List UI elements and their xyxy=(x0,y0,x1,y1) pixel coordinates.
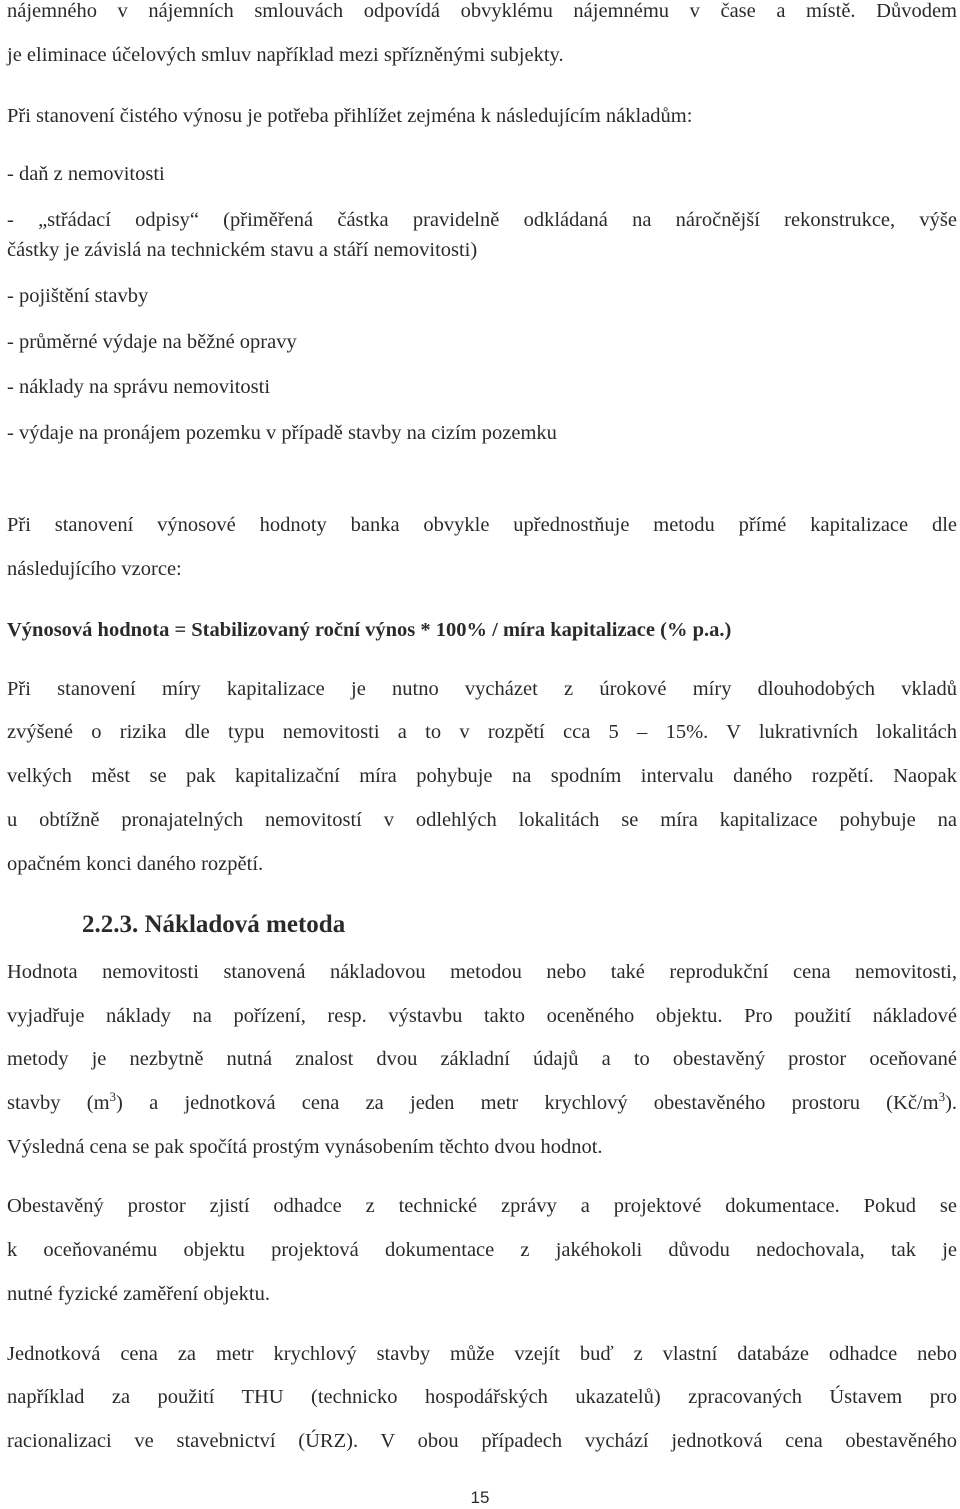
paragraph-line: vyjadřuje náklady na pořízení, resp. výstavbu takto oceněného objektu. Pro použití nákladové xyxy=(7,1005,957,1027)
superscript: 3 xyxy=(938,1089,946,1105)
superscript: 3 xyxy=(109,1089,117,1105)
paragraph-line: nájemného v nájemních smlouvách odpovídá obvyklému nájemnému v čase a místě. Důvodem xyxy=(7,0,957,22)
costs-intro: Při stanovení čistého výnosu je potřeba přihlížet zejména k následujícím nákladům: xyxy=(7,105,693,127)
paragraph-line: racionalizaci ve stavebnictví (ÚRZ). V obou případech vychází jednotková cena obestavěného xyxy=(7,1430,957,1452)
list-item: - průměrné výdaje na běžné opravy xyxy=(7,331,297,353)
text-fragment: ). xyxy=(945,1092,958,1114)
section-heading xyxy=(82,910,345,940)
formula: Výnosová hodnota = Stabilizovaný roční výnos * 100% / míra kapitalizace (% p.a.) xyxy=(7,619,732,641)
paragraph-line: Při stanovení míry kapitalizace je nutno vycházet z úrokové míry dlouhodobých vkladů xyxy=(7,678,957,700)
paragraph-line: například za použití THU (technicko hospodářských ukazatelů) zpracovaných Ústavem pro xyxy=(7,1386,957,1408)
paragraph-line: opačném konci daného rozpětí. xyxy=(7,853,264,875)
paragraph-line: Hodnota nemovitosti stanovená nákladovou metodou nebo také reprodukční cena nemovitosti, xyxy=(7,961,957,983)
paragraph-line: u obtížně pronajatelných nemovitostí v odlehlých lokalitách se míra kapitalizace pohybuje na xyxy=(7,809,957,831)
paragraph-line: k oceňovanému objektu projektová dokumentace z jakéhokoli důvodu nedochovala, tak je xyxy=(7,1239,957,1261)
section-number: 2.2.3. xyxy=(82,911,139,938)
text-fragment: stavby (m xyxy=(7,1092,110,1114)
paragraph-line: Výsledná cena se pak spočítá prostým vynásobením těchto dvou hodnot. xyxy=(7,1136,603,1158)
paragraph-line: Při stanovení výnosové hodnoty banka obvykle upřednostňuje metodu přímé kapitalizace dle xyxy=(7,514,957,536)
page-number: 15 xyxy=(470,1488,490,1507)
paragraph-line: velkých měst se pak kapitalizační míra pohybuje na spodním intervalu daného rozpětí. Naopak xyxy=(7,765,957,787)
paragraph-line: Obestavěný prostor zjistí odhadce z technické zprávy a projektové dokumentace. Pokud se xyxy=(7,1195,957,1217)
paragraph-line xyxy=(7,1091,957,1115)
paragraph-line: metody je nezbytně nutná znalost dvou základní údajů a to obestavěný prostor oceňované xyxy=(7,1048,957,1070)
section-title: Nákladová metoda xyxy=(144,911,346,938)
list-item-continuation: částky je závislá na technickém stavu a stáří nemovitosti) xyxy=(7,239,478,261)
list-item: - „střádací odpisy“ (přiměřená částka pravidelně odkládaná na náročnější rekonstrukce, výše xyxy=(7,209,957,231)
paragraph-line: následujícího vzorce: xyxy=(7,558,182,580)
list-item: - pojištění stavby xyxy=(7,285,149,307)
list-item: - náklady na správu nemovitosti xyxy=(7,376,271,398)
paragraph-line: nutné fyzické zaměření objektu. xyxy=(7,1283,270,1305)
text-fragment: ) a jednotková cena za jeden metr krychlový obestavěného prostoru (Kč/m xyxy=(116,1092,939,1114)
list-item: - daň z nemovitosti xyxy=(7,163,165,185)
paragraph-line: zvýšené o rizika dle typu nemovitosti a to v rozpětí cca 5 – 15%. V lukrativních lokalitách xyxy=(7,721,957,743)
paragraph-line: Jednotková cena za metr krychlový stavby může vzejít buď z vlastní databáze odhadce nebo xyxy=(7,1343,957,1365)
list-item: - výdaje na pronájem pozemku v případě stavby na cizím pozemku xyxy=(7,422,557,444)
paragraph-line: je eliminace účelových smluv například mezi spřízněnými subjekty. xyxy=(7,44,564,66)
